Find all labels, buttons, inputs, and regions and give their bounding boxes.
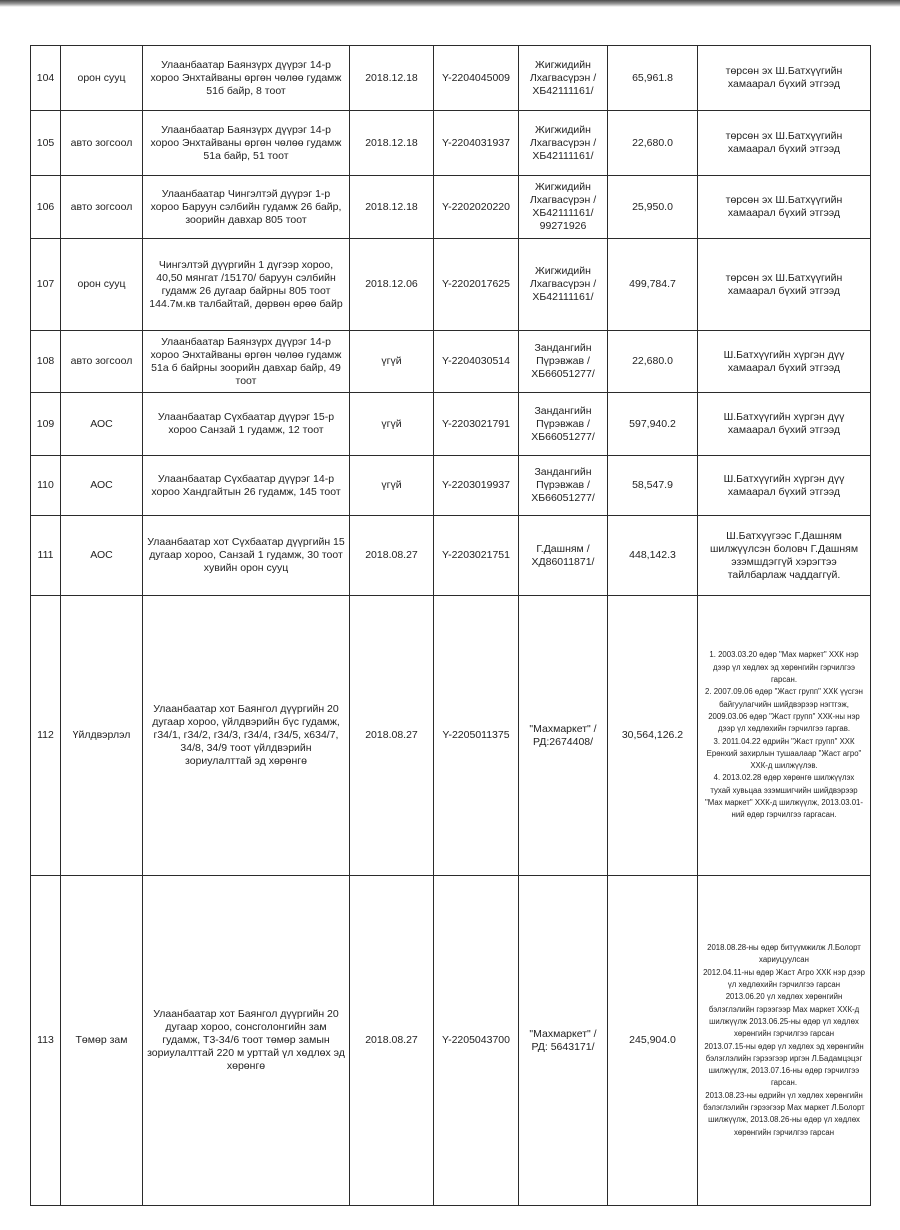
- note-paragraph: 2013.07.15-ны өдөр үл хөдлөх эд хөрөнгийн бэлэглэлийн гэрээгээр иргэн Л.Бадамцэцэг шилжүүлж, 2013.07.16-ны өдөр гэрчилгээ гарсан.: [704, 1041, 864, 1088]
- note-cell: [698, 456, 871, 516]
- table-row: [31, 596, 871, 876]
- value-cell: 30,564,126.2: [608, 596, 698, 876]
- owner-cell: Жигжидийн Лхагвасүрэн /ХБ42111161/ 99271926: [519, 176, 608, 239]
- value-cell: 597,940.2: [608, 393, 698, 456]
- certificate-number-cell: Y-2203019937: [434, 456, 519, 516]
- property-type-cell: авто зогсоол: [61, 331, 143, 393]
- row-number-cell: 106: [31, 176, 61, 239]
- note-paragraph: Ш.Батхүүгийн хүргэн дүү хамаарал бүхий этгээд: [723, 472, 845, 498]
- property-registry-table: [30, 45, 871, 1206]
- note-cell: [698, 393, 871, 456]
- note-cell: [698, 596, 871, 876]
- date-cell: 2018.08.27: [350, 516, 434, 596]
- row-number-cell: 109: [31, 393, 61, 456]
- date-cell: 2018.12.18: [350, 111, 434, 176]
- table-row: [31, 876, 871, 1206]
- address-cell: Чингэлтэй дүүргийн 1 дүгээр хороо, 40,50 мянгат /15170/ баруун сэлбийн гудамж 26 дугаар байрны 805 тоот 144.7м.кв талбайтай, дөрвөн өрөө байр: [143, 239, 350, 331]
- address-cell: Улаанбаатар Баянзүрх дүүрэг 14-р хороо Энхтайваны өргөн чөлөө гудамж 51б байр, 8 тоот: [143, 46, 350, 111]
- date-cell: 2018.08.27: [350, 876, 434, 1206]
- certificate-number-cell: Y-2205011375: [434, 596, 519, 876]
- owner-cell: Жигжидийн Лхагвасүрэн /ХБ42111161/: [519, 239, 608, 331]
- document-page: [30, 45, 870, 1206]
- scan-edge: [0, 0, 900, 7]
- address-cell: Улаанбаатар хот Баянгол дүүргийн 20 дугаар хороо, үйлдвэрийн бүс гудамж, г34/1, г34/2, г34/3, г34/4, г34/5, х634/7, 34/8, 34/9 тоот үйлдвэрийн зориулалттай эд хөрөнгө: [143, 596, 350, 876]
- note-paragraph: 2013.08.23-ны өдрийн үл хөдлөх хөрөнгийн бэлэглэлийн гэрээгээр Мах маркет Л.Болорт шилжүүлж, 2013.08.26-ны өдөр үл хөдлөх хөрөнгийн гэрчилгээ гарсан: [703, 1090, 865, 1137]
- certificate-number-cell: Y-2204045009: [434, 46, 519, 111]
- property-type-cell: Төмөр зам: [61, 876, 143, 1206]
- note-paragraph: төрсөн эх Ш.Батхүүгийн хамаарал бүхий этгээд: [725, 130, 843, 155]
- owner-cell: Зандангийн Пүрэвжав /ХБ66051277/: [519, 331, 608, 393]
- owner-cell: "Махмаркет" /РД:2674408/: [519, 596, 608, 876]
- owner-cell: Зандангийн Пүрэвжав /ХБ66051277/: [519, 456, 608, 516]
- property-type-cell: орон сууц: [61, 46, 143, 111]
- row-number-cell: 105: [31, 111, 61, 176]
- table-row: [31, 176, 871, 239]
- address-cell: Улаанбаатар Чингэлтэй дүүрэг 1-р хороо Баруун сэлбийн гудамж 26 байр, зоорийн давхар 805 тоот: [143, 176, 350, 239]
- row-number-cell: 108: [31, 331, 61, 393]
- table-row: [31, 456, 871, 516]
- note-cell: [698, 176, 871, 239]
- certificate-number-cell: Y-2204030514: [434, 331, 519, 393]
- address-cell: Улаанбаатар Баянзүрх дүүрэг 14-р хороо Энхтайваны өргөн чөлөө гудамж 51а б байрны зоорийн давхар байр, 49 тоот: [143, 331, 350, 393]
- value-cell: 448,142.3: [608, 516, 698, 596]
- table-row: [31, 111, 871, 176]
- owner-cell: "Махмаркет" /РД: 5643171/: [519, 876, 608, 1206]
- address-cell: Улаанбаатар Сүхбаатар дүүрэг 14-р хороо Хандгайтын 26 гудамж, 145 тоот: [143, 456, 350, 516]
- note-paragraph: төрсөн эх Ш.Батхүүгийн хамаарал бүхий этгээд: [725, 194, 843, 219]
- note-paragraph: 2018.08.28-ны өдөр битүүмжилж Л.Болорт хариуцуулсан: [707, 943, 861, 965]
- row-number-cell: 107: [31, 239, 61, 331]
- note-paragraph: 2. 2007.09.06 өдөр "Жаст групп" ХХК үүсгэн байгуулагчийн шийдвэрээр нэгтгэж, 2009.03.06 өдөр "Жаст групп" ХХК-ны нэр дээр үл хөдлөхийн гэрчилгээ гаргав.: [705, 687, 863, 734]
- date-cell: 2018.12.06: [350, 239, 434, 331]
- value-cell: 245,904.0: [608, 876, 698, 1206]
- certificate-number-cell: Y-2202020220: [434, 176, 519, 239]
- property-type-cell: Үйлдвэрлэл: [61, 596, 143, 876]
- value-cell: 65,961.8: [608, 46, 698, 111]
- property-type-cell: авто зогсоол: [61, 111, 143, 176]
- value-cell: 58,547.9: [608, 456, 698, 516]
- date-cell: үгүй: [350, 456, 434, 516]
- owner-cell: Г.Дашням /ХД86011871/: [519, 516, 608, 596]
- table-row: [31, 239, 871, 331]
- value-cell: 25,950.0: [608, 176, 698, 239]
- note-paragraph: Ш.Батхүүгийн хүргэн дүү хамаарал бүхий этгээд: [723, 411, 845, 436]
- note-paragraph: 4. 2013.02.28 өдөр хөрөнгө шилжүүлэх тухай хувьцаа эзэмшигчийн шийдвэрээр "Мах маркет" ХХК-д шилжүүлж, 2013.03.01-ний өдөр гэрчилгээ гаргасан.: [704, 773, 863, 820]
- address-cell: Улаанбаатар Баянзүрх дүүрэг 14-р хороо Энхтайваны өргөн чөлөө гудамж 51а байр, 51 тоот: [143, 111, 350, 176]
- value-cell: 22,680.0: [608, 111, 698, 176]
- certificate-number-cell: Y-2204031937: [434, 111, 519, 176]
- note-cell: [698, 876, 871, 1206]
- certificate-number-cell: Y-2205043700: [434, 876, 519, 1206]
- property-type-cell: АОС: [61, 456, 143, 516]
- row-number-cell: 112: [31, 596, 61, 876]
- address-cell: Улаанбаатар хот Баянгол дүүргийн 20 дугаар хороо, сонсголонгийн зам гудамж, Т3-34/6 тоот төмөр замын зориулалттай 220 м урттай үл хөдлөх эд хөрөнгө: [143, 876, 350, 1206]
- note-paragraph: төрсөн эх Ш.Батхүүгийн хамаарал бүхий этгээд: [725, 65, 843, 90]
- row-number-cell: 113: [31, 876, 61, 1206]
- property-type-cell: авто зогсоол: [61, 176, 143, 239]
- row-number-cell: 110: [31, 456, 61, 516]
- note-cell: [698, 111, 871, 176]
- value-cell: 22,680.0: [608, 331, 698, 393]
- date-cell: 2018.08.27: [350, 596, 434, 876]
- table-body: [31, 46, 871, 1206]
- owner-cell: Зандангийн Пүрэвжав /ХБ66051277/: [519, 393, 608, 456]
- note-paragraph: төрсөн эх Ш.Батхүүгийн хамаарал бүхий этгээд: [725, 271, 843, 297]
- property-type-cell: АОС: [61, 393, 143, 456]
- note-cell: [698, 239, 871, 331]
- owner-cell: Жигжидийн Лхагвасүрэн /ХБ42111161/: [519, 46, 608, 111]
- address-cell: Улаанбаатар хот Сүхбаатар дүүргийн 15 дугаар хороо, Санзай 1 гудамж, 30 тоот хувийн орон сууц: [143, 516, 350, 596]
- certificate-number-cell: Y-2203021791: [434, 393, 519, 456]
- table-row: [31, 516, 871, 596]
- note-cell: [698, 46, 871, 111]
- note-paragraph: 1. 2003.03.20 өдөр "Мах маркет" ХХК нэр дээр үл хөдлөх эд хөрөнгийн гэрчилгээ гарсан.: [709, 650, 859, 685]
- address-cell: Улаанбаатар Сүхбаатар дүүрэг 15-р хороо Санзай 1 гудамж, 12 тоот: [143, 393, 350, 456]
- note-paragraph: 2013.06.20 үл хөдлөх хөрөнгийн бэлэглэлийн гэрээгээр Мах маркет ХХК-д шилжүүлж 2013.06.25-ны өдөр үл хөдлөх хөрөнгийн гэрчилгээ гарсан: [708, 992, 860, 1039]
- note-paragraph: 2012.04.11-ны өдөр Жаст Агро ХХК нэр дээр үл хөдлөхийн гэрчилгээ гарсан: [703, 967, 865, 990]
- table-row: [31, 46, 871, 111]
- table-row: [31, 393, 871, 456]
- date-cell: үгүй: [350, 393, 434, 456]
- table-row: [31, 331, 871, 393]
- date-cell: үгүй: [350, 331, 434, 393]
- date-cell: 2018.12.18: [350, 46, 434, 111]
- note-paragraph: Ш.Батхүүгээс Г.Дашням шилжүүлсэн боловч Г.Дашням эзэмшдэггүй хэрэгтээ тайлбарлаж чаддаггүй.: [709, 529, 859, 581]
- note-paragraph: Ш.Батхүүгийн хүргэн дүү хамаарал бүхий этгээд: [723, 348, 845, 374]
- row-number-cell: 104: [31, 46, 61, 111]
- owner-cell: Жигжидийн Лхагвасүрэн /ХБ42111161/: [519, 111, 608, 176]
- value-cell: 499,784.7: [608, 239, 698, 331]
- note-cell: [698, 331, 871, 393]
- date-cell: 2018.12.18: [350, 176, 434, 239]
- property-type-cell: орон сууц: [61, 239, 143, 331]
- certificate-number-cell: Y-2202017625: [434, 239, 519, 331]
- property-type-cell: АОС: [61, 516, 143, 596]
- certificate-number-cell: Y-2203021751: [434, 516, 519, 596]
- note-cell: [698, 516, 871, 596]
- row-number-cell: 111: [31, 516, 61, 596]
- note-paragraph: 3. 2011.04.22 өдрийн "Жаст групп" ХХК Ерөнхий захирлын тушаалаар "Жаст агро" ХХК-д шилжүүлэв.: [706, 736, 862, 771]
